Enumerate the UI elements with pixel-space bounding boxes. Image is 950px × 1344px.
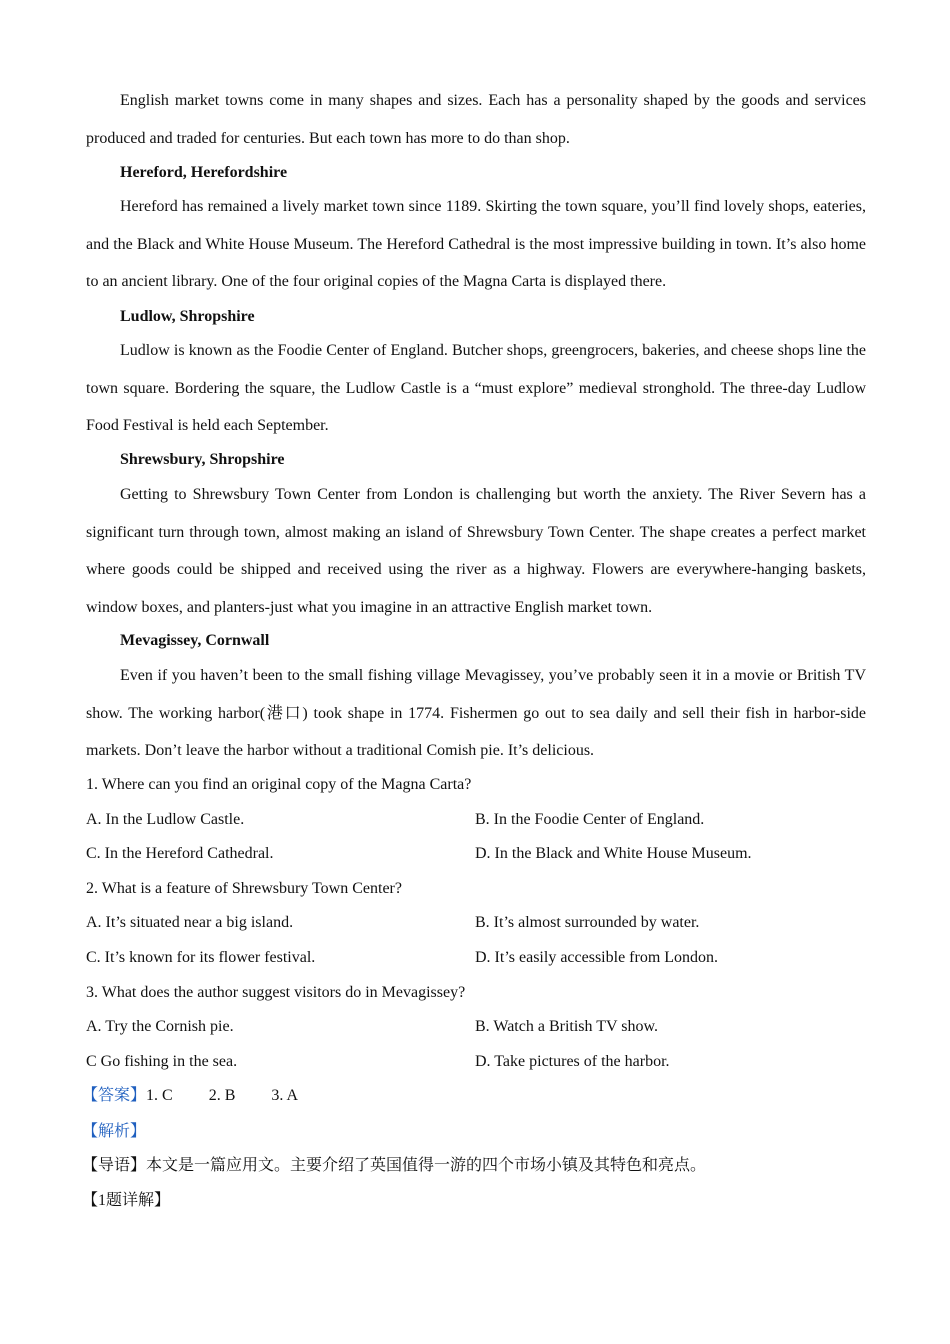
question-3-option-d: D. Take pictures of the harbor. [475,1053,670,1070]
question-2-option-d: D. It’s easily accessible from London. [475,949,719,966]
question-1-option-b: B. In the Foodie Center of England. [475,811,705,828]
analysis-label: 【解析】 [82,1123,147,1140]
section-heading-ludlow: Ludlow, Shropshire [120,308,255,325]
guide-text: 【导语】本文是一篇应用文。主要介绍了英国值得一游的四个市场小镇及其特色和亮点。 [82,1157,707,1174]
question-1-option-a: A. In the Ludlow Castle. [86,811,245,828]
answer-row [82,1085,298,1107]
question-2-stem: 2. What is a feature of Shrewsbury Town Center? [86,880,402,897]
question-3-option-c: C Go fishing in the sea. [86,1053,238,1070]
answer-label: 【答案】 [82,1087,147,1104]
intro-paragraph: English market towns come in many shapes and sizes. Each has a personality shaped by the goods and services produced and traded for centuries. But each town has more to do than shop. [86,92,866,147]
section-heading-shrewsbury: Shrewsbury, Shropshire [120,451,285,468]
answer-item-1: 1. C [146,1087,173,1104]
question-3-stem: 3. What does the author suggest visitors do in Mevagissey? [86,984,466,1001]
question-2-option-b: B. It’s almost surrounded by water. [475,914,700,931]
answer-item-3: 3. A [271,1087,299,1104]
section-body-ludlow: Ludlow is known as the Foodie Center of England. Butcher shops, greengrocers, bakeries, and cheese shops line the town square. Bordering the square, the Ludlow Castle is a “must explore” medieval stronghold. The three-day Ludlow Food Festival is held each September. [86,342,866,434]
detail-label: 【1题详解】 [82,1192,171,1209]
section-body-mevagissey: Even if you haven’t been to the small fishing village Mevagissey, you’ve probably seen it in a movie or British TV show. The working harbor(港口) took shape in 1774. Fishermen go out to sea daily and sell their fish in harbor-side markets. Don’t leave the harbor without a traditional Comish pie. It’s delicious. [86,667,866,759]
section-body-hereford: Hereford has remained a lively market town since 1189. Skirting the town square, you’ll find lovely shops, eateries, and the Black and White House Museum. The Hereford Cathedral is the most impressive building in town. It’s also home to an ancient library. One of the four original copies of the Magna Carta is displayed there. [86,198,866,290]
question-2-option-c: C. It’s known for its flower festival. [86,949,316,966]
question-1-option-c: C. In the Hereford Cathedral. [86,845,274,862]
answer-item-2: 2. B [208,1087,236,1104]
section-heading-hereford: Hereford, Herefordshire [120,164,288,181]
question-3-option-b: B. Watch a British TV show. [475,1018,659,1035]
question-3-option-a: A. Try the Cornish pie. [86,1018,234,1035]
section-heading-mevagissey: Mevagissey, Cornwall [120,632,270,649]
question-2-option-a: A. It’s situated near a big island. [86,914,294,931]
question-1-option-d: D. In the Black and White House Museum. [475,845,752,862]
question-1-stem: 1. Where can you find an original copy of the Magna Carta? [86,776,472,793]
section-body-shrewsbury: Getting to Shrewsbury Town Center from London is challenging but worth the anxiety. The River Severn has a significant turn through town, almost making an island of Shrewsbury Town Center. The shape creates a perfect market where goods could be shipped and received using the river as a highway. Flowers are everywhere-hanging baskets, window boxes, and planters-just what you imagine in an attractive English market town. [86,486,866,616]
